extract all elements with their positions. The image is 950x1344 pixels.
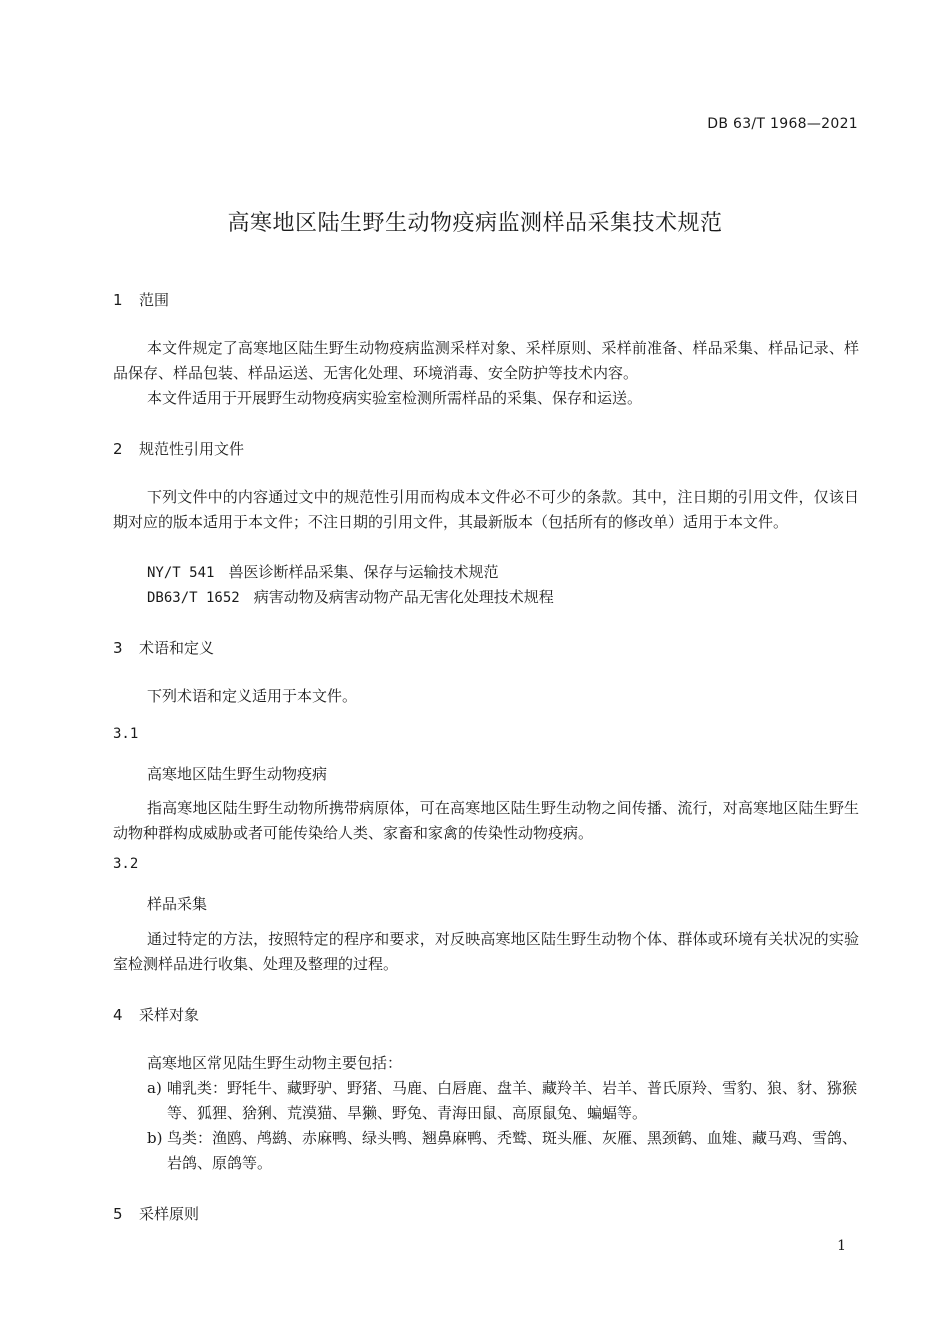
paragraph: 高寒地区常见陆生野生动物主要包括： <box>147 1054 403 1072</box>
section-1-heading <box>113 289 169 310</box>
normative-reference <box>147 560 498 586</box>
paragraph: 本文件规定了高寒地区陆生野生动物疫病监测采样对象、采样原则、采样前准备、样品采集、样品记录、样品保存、样品包装、样品运送、无害化处理、环境消毒、安全防护等技术内容。 <box>113 339 859 382</box>
section-number: 2 <box>113 440 123 458</box>
list-text: 哺乳类：野牦牛、藏野驴、野猪、马鹿、白唇鹿、盘羊、藏羚羊、岩羊、普氏原羚、雪豹、狼、豺、猕猴等、狐狸、猞猁、荒漠猫、旱獭、野兔、青海田鼠、高原鼠兔、蝙蝠等。 <box>167 1079 858 1122</box>
list-marker: a) <box>147 1079 162 1097</box>
section-3-heading <box>113 637 214 658</box>
reference-name: 兽医诊断样品采集、保存与运输技术规范 <box>228 563 499 581</box>
reference-name: 病害动物及病害动物产品无害化处理技术规程 <box>253 588 554 606</box>
section-title: 术语和定义 <box>139 639 215 657</box>
section-title: 范围 <box>139 291 170 309</box>
term-name: 高寒地区陆生野生动物疫病 <box>147 765 328 783</box>
reference-code: DB63/T 1652 <box>147 590 240 606</box>
section-number: 5 <box>113 1205 123 1223</box>
reference-code: NY/T 541 <box>147 565 215 581</box>
term-definition: 通过特定的方法，按照特定的程序和要求，对反映高寒地区陆生野生动物个体、群体或环境有关状况的实验室检测样品进行收集、处理及整理的过程。 <box>113 930 859 973</box>
list-marker: b) <box>147 1129 163 1147</box>
section-number: 4 <box>113 1006 123 1024</box>
paragraph: 下列术语和定义适用于本文件。 <box>147 687 358 705</box>
list-item <box>147 1126 859 1176</box>
document-title: 高寒地区陆生野生动物疫病监测样品采集技术规范 <box>227 211 723 236</box>
term-definition: 指高寒地区陆生野生动物所携带病原体，可在高寒地区陆生野生动物之间传播、流行，对高寒地区陆生野生动物种群构成威胁或者可能传染给人类、家畜和家禽的传染性动物疫病。 <box>113 799 859 842</box>
section-4-heading <box>113 1004 199 1025</box>
section-2-heading <box>113 438 244 459</box>
page-number: 1 <box>837 1238 846 1254</box>
paragraph: 下列文件中的内容通过文中的规范性引用而构成本文件必不可少的条款。其中，注日期的引用文件，仅该日期对应的版本适用于本文件；不注日期的引用文件，其最新版本（包括所有的修改单）适用于本文件。 <box>113 488 859 531</box>
standard-code: DB 63/T 1968—2021 <box>707 116 858 132</box>
term-number: 3.2 <box>113 856 139 872</box>
paragraph: 本文件适用于开展野生动物疫病实验室检测所需样品的采集、保存和运送。 <box>147 389 643 407</box>
term-name: 样品采集 <box>147 895 208 913</box>
section-5-heading <box>113 1203 199 1224</box>
normative-reference <box>147 585 554 611</box>
section-title: 采样原则 <box>139 1205 200 1223</box>
list-item <box>147 1076 859 1126</box>
list-text: 鸟类：渔鸥、鸬鹚、赤麻鸭、绿头鸭、翘鼻麻鸭、秃鹫、斑头雁、灰雁、黑颈鹤、血雉、藏马鸡、雪鸽、岩鸽、原鸽等。 <box>167 1129 858 1172</box>
section-title: 规范性引用文件 <box>139 440 245 458</box>
section-number: 1 <box>113 291 123 309</box>
section-number: 3 <box>113 639 123 657</box>
section-title: 采样对象 <box>139 1006 200 1024</box>
term-number: 3.1 <box>113 726 139 742</box>
